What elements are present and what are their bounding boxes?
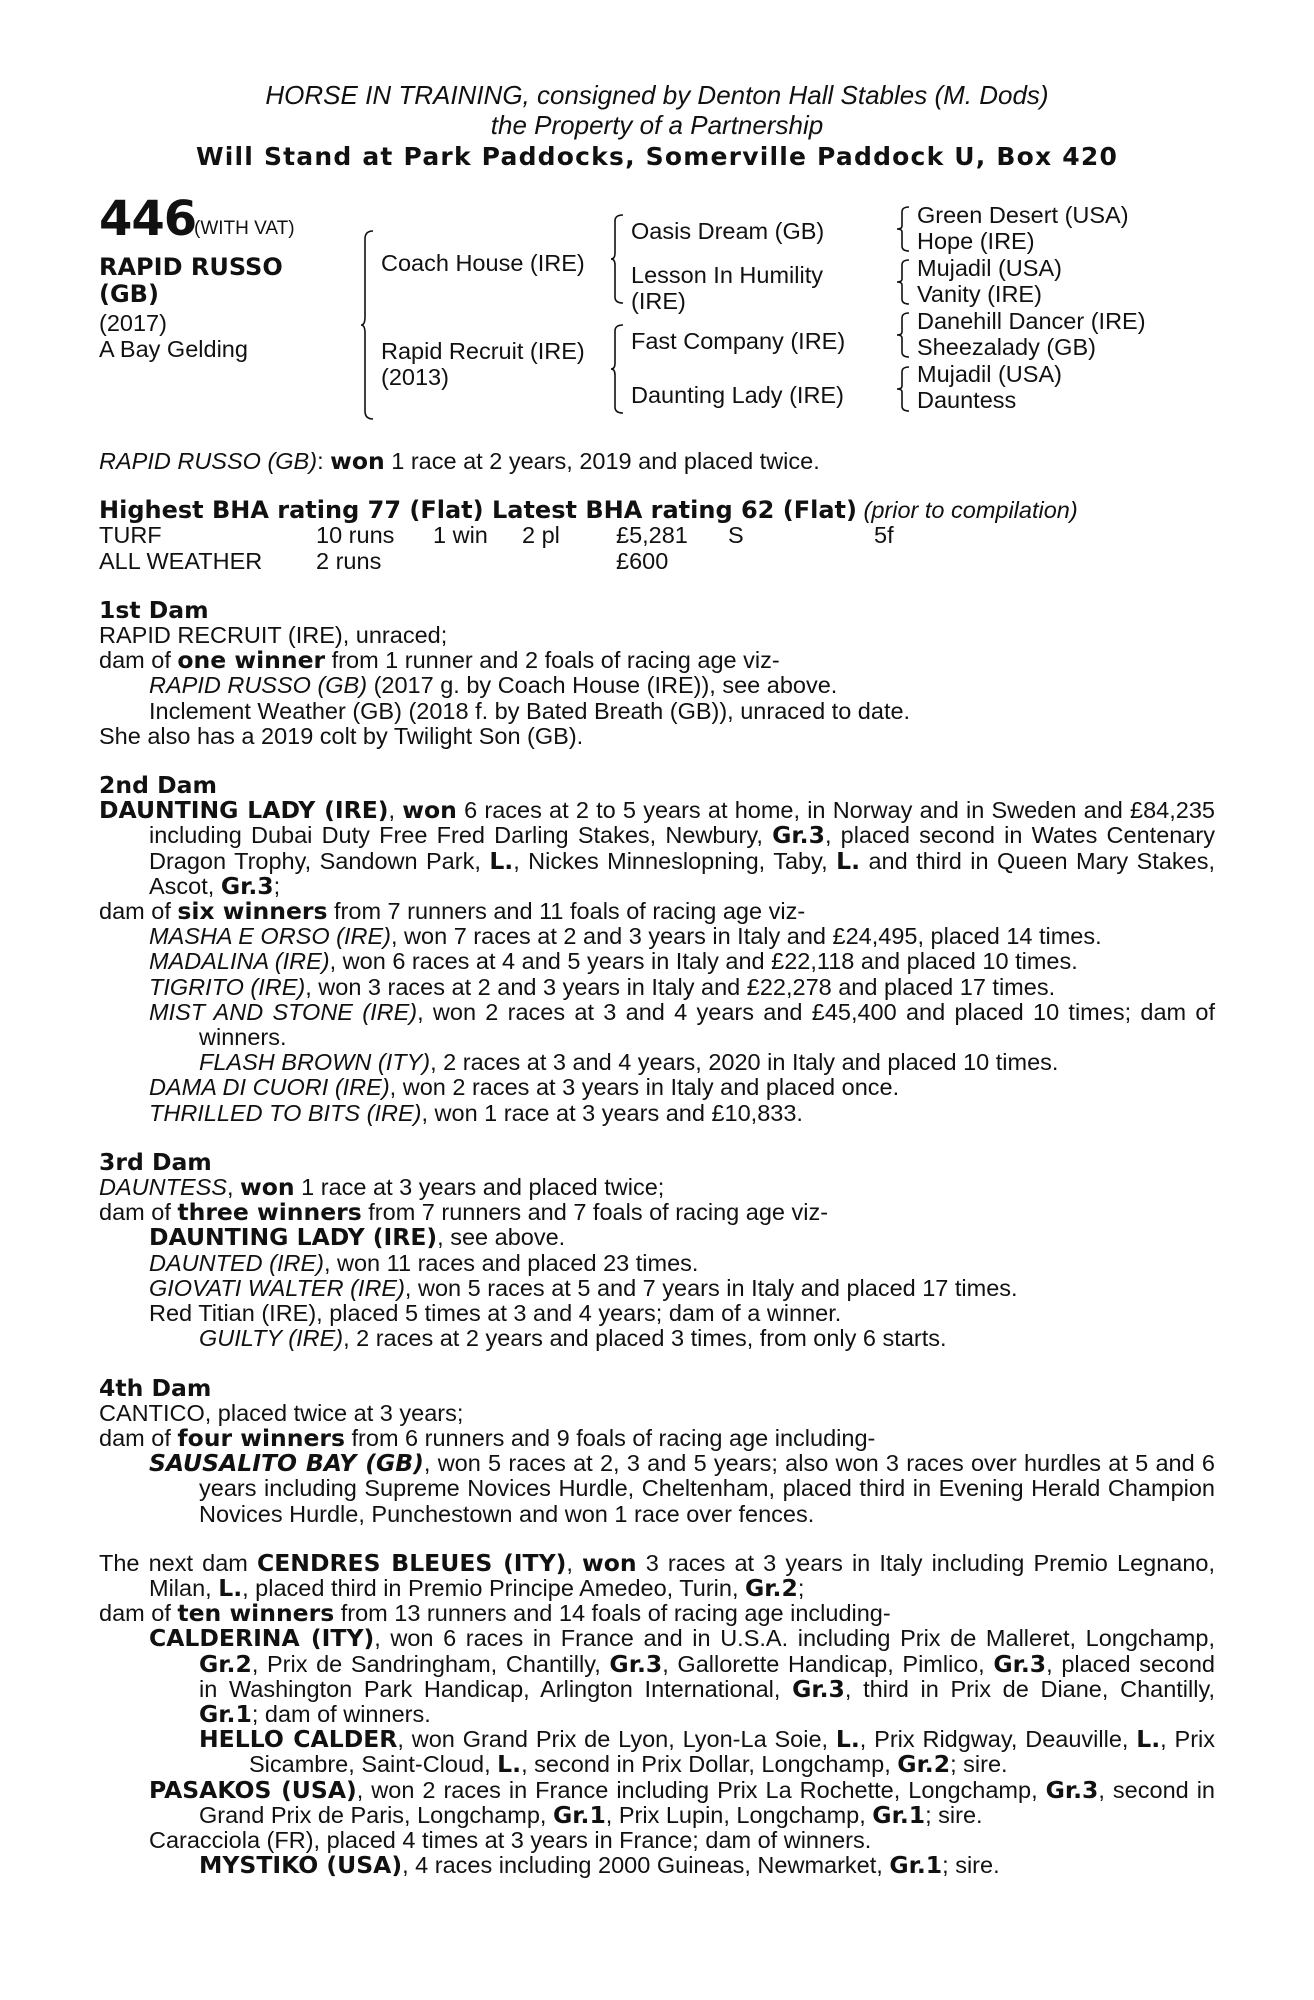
catalogue-body bbox=[99, 449, 1215, 1878]
dam-dam: Daunting Lady (IRE) bbox=[631, 382, 844, 408]
sire-parents-bracket bbox=[611, 214, 625, 304]
second-dam-section: 2nd Dam DAUNTING LADY (IRE), won 6 races at 2 to 5 years at home, in Norway and in Sweden and £84,235 including Dubai Duty Free Fred Darling Stakes, Newbury, Gr.3, placed second in Wates Centenary Dragon Trophy, Sandown Park, L., Nickes Minneslopning, Taby, L. and third in Queen Mary Stakes, Ascot, Gr.3; dam of six winners from 7 runners and 11 foals of racing age viz- MASHA E ORSO (IRE), won 7 races at 2 and 3 years in Italy and £24,495, placed 14 times. MADALINA (IRE), won 6 races at 4 and 5 years in Italy and £22,118 and placed 10 times. TIGRITO (IRE), won 3 races at 2 and 3 years in Italy and £22,278 and placed 17 times. MIST AND STONE (IRE), won 2 races at 3 and 4 years and £45,400 and placed 10 times; dam of winners. FLASH BROWN (ITY), 2 races at 3 and 4 years, 2020 in Italy and placed 10 times. DAMA DI CUORI (IRE), won 2 races at 3 years in Italy and placed once. THRILLED TO BITS (IRE), won 1 race at 3 years and £10,833. bbox=[99, 771, 1215, 1126]
property-line: the Property of a Partnership bbox=[490, 110, 824, 140]
gg-1: Green Desert (USA) bbox=[917, 202, 1129, 228]
ratings-row-turf: TURF 10 runs 1 win 2 pl £5,281 S 5f bbox=[99, 522, 894, 549]
horse-description: A Bay Gelding bbox=[99, 336, 248, 362]
dam-parents-bracket bbox=[611, 324, 625, 414]
gg-5: Danehill Dancer (IRE) bbox=[917, 308, 1146, 334]
gg-4: Vanity (IRE) bbox=[917, 281, 1042, 307]
sire-dam-bracket bbox=[361, 230, 375, 420]
ratings-section bbox=[99, 498, 1215, 574]
g-bracket-3 bbox=[897, 312, 911, 358]
location-line: Will Stand at Park Paddocks, Somerville Paddock U, Box 420 bbox=[195, 142, 1119, 171]
gg-3: Mujadil (USA) bbox=[917, 255, 1062, 281]
ratings-note: (prior to compilation) bbox=[863, 497, 1078, 524]
next-dam-section: The next dam CENDRES BLEUES (ITY), won 3 races at 3 years in Italy including Premio Legnano, Milan, L., placed third in Premio Principe Amedeo, Turin, Gr.2; dam of ten winners from 13 runners and 14 foals of racing age including- CALDERINA (ITY), won 6 races in France and in U.S.A. including Prix de Malleret, Longchamp, Gr.2, Prix de Sandringham, Chantilly, Gr.3, Gallorette Handicap, Pimlico, Gr.3, placed second in Washington Park Handicap, Arlington International, Gr.3, third in Prix de Diane, Chantilly, Gr.1; dam of winners. HELLO CALDER, won Grand Prix de Lyon, Lyon-La Soie, L., Prix Ridgway, Deauville, L., Prix Sicambre, Saint-Cloud, L., second in Prix Dollar, Longchamp, Gr.2; sire. PASAKOS (USA), won 2 races in France including Prix La Rochette, Longchamp, Gr.3, second in Grand Prix de Paris, Longchamp, Gr.1, Prix Lupin, Longchamp, Gr.1; sire. Caracciola (FR), placed 4 times at 3 years in France; dam of winners. MYSTIKO (USA), 4 races including 2000 Guineas, Newmarket, Gr.1; sire. bbox=[99, 1548, 1216, 1880]
pedigree-block bbox=[99, 191, 1215, 449]
sire-dam-line1: Lesson In Humility bbox=[631, 262, 823, 288]
g-bracket-4 bbox=[897, 366, 911, 412]
first-dam-heading: 1st Dam bbox=[99, 595, 209, 624]
first-dam-section: 1st Dam RAPID RECRUIT (IRE), unraced; dam of one winner from 1 runner and 2 foals of racing age viz- RAPID RUSSO (GB) (2017 g. by Coach House (IRE)), see above. Inclement Weather (GB) (2018 f. by Bated Breath (GB)), unraced to date. She also has a 2019 colt by Twilight Son (GB). bbox=[99, 598, 1215, 749]
sire-dam-line2: (IRE) bbox=[631, 288, 686, 314]
gg-8: Dauntess bbox=[917, 387, 1017, 413]
foaling-year: (2017) bbox=[99, 310, 167, 336]
third-dam-heading: 3rd Dam bbox=[99, 1147, 212, 1176]
dam-sire: Fast Company (IRE) bbox=[631, 328, 846, 354]
race-summary: RAPID RUSSO (GB): won 1 race at 2 years, 2019 and placed twice. bbox=[99, 447, 820, 475]
lot-number: 446 bbox=[99, 191, 197, 247]
gg-7: Mujadil (USA) bbox=[917, 361, 1062, 387]
vat-note: (WITH VAT) bbox=[194, 218, 295, 239]
g-bracket-2 bbox=[897, 259, 911, 305]
ratings-row-all-weather: ALL WEATHER 2 runs £600 bbox=[99, 547, 669, 574]
dam-year: (2013) bbox=[381, 364, 449, 390]
consignor-line: HORSE IN TRAINING, consigned by Denton Hall Stables (M. Dods) bbox=[265, 80, 1049, 110]
third-dam-section: 3rd Dam DAUNTESS, won 1 race at 3 years and placed twice; dam of three winners from 7 runners and 7 foals of racing age viz- DAUNTING LADY (IRE), see above. DAUNTED (IRE), won 11 races and placed 23 times. GIOVATI WALTER (IRE), won 5 races at 5 and 7 years in Italy and placed 17 times. Red Titian (IRE), placed 5 times at 3 and 4 years; dam of a winner. GUILTY (IRE), 2 races at 2 years and placed 3 times, from only 6 starts. bbox=[99, 1150, 1215, 1352]
sire-name: Coach House (IRE) bbox=[381, 250, 585, 276]
g-bracket-1 bbox=[897, 206, 911, 252]
bha-ratings: Highest BHA rating 77 (Flat) Latest BHA rating 62 (Flat) bbox=[99, 496, 857, 525]
fourth-dam-section: 4th Dam CANTICO, placed twice at 3 years; dam of four winners from 6 runners and 9 foals of racing age including- SAUSALITO BAY (GB), won 5 races at 2, 3 and 5 years; also won 3 races over hurdles at 5 and 6 years including Supreme Novices Hurdle, Cheltenham, placed third in Evening Herald Champion Novices Hurdle, Punchestown and won 1 race over fences. bbox=[99, 1373, 1215, 1527]
sire-sire: Oasis Dream (GB) bbox=[631, 218, 825, 244]
horse-name-line1: RAPID RUSSO bbox=[99, 253, 283, 281]
fourth-dam-heading: 4th Dam bbox=[99, 1373, 212, 1402]
gg-2: Hope (IRE) bbox=[917, 228, 1035, 254]
horse-name bbox=[99, 254, 299, 308]
gg-6: Sheezalady (GB) bbox=[917, 334, 1096, 360]
horse-name-line2: (GB) bbox=[99, 280, 159, 308]
second-dam-heading: 2nd Dam bbox=[99, 771, 217, 800]
catalogue-page bbox=[99, 80, 1215, 1878]
dam-name: Rapid Recruit (IRE) bbox=[381, 338, 585, 364]
